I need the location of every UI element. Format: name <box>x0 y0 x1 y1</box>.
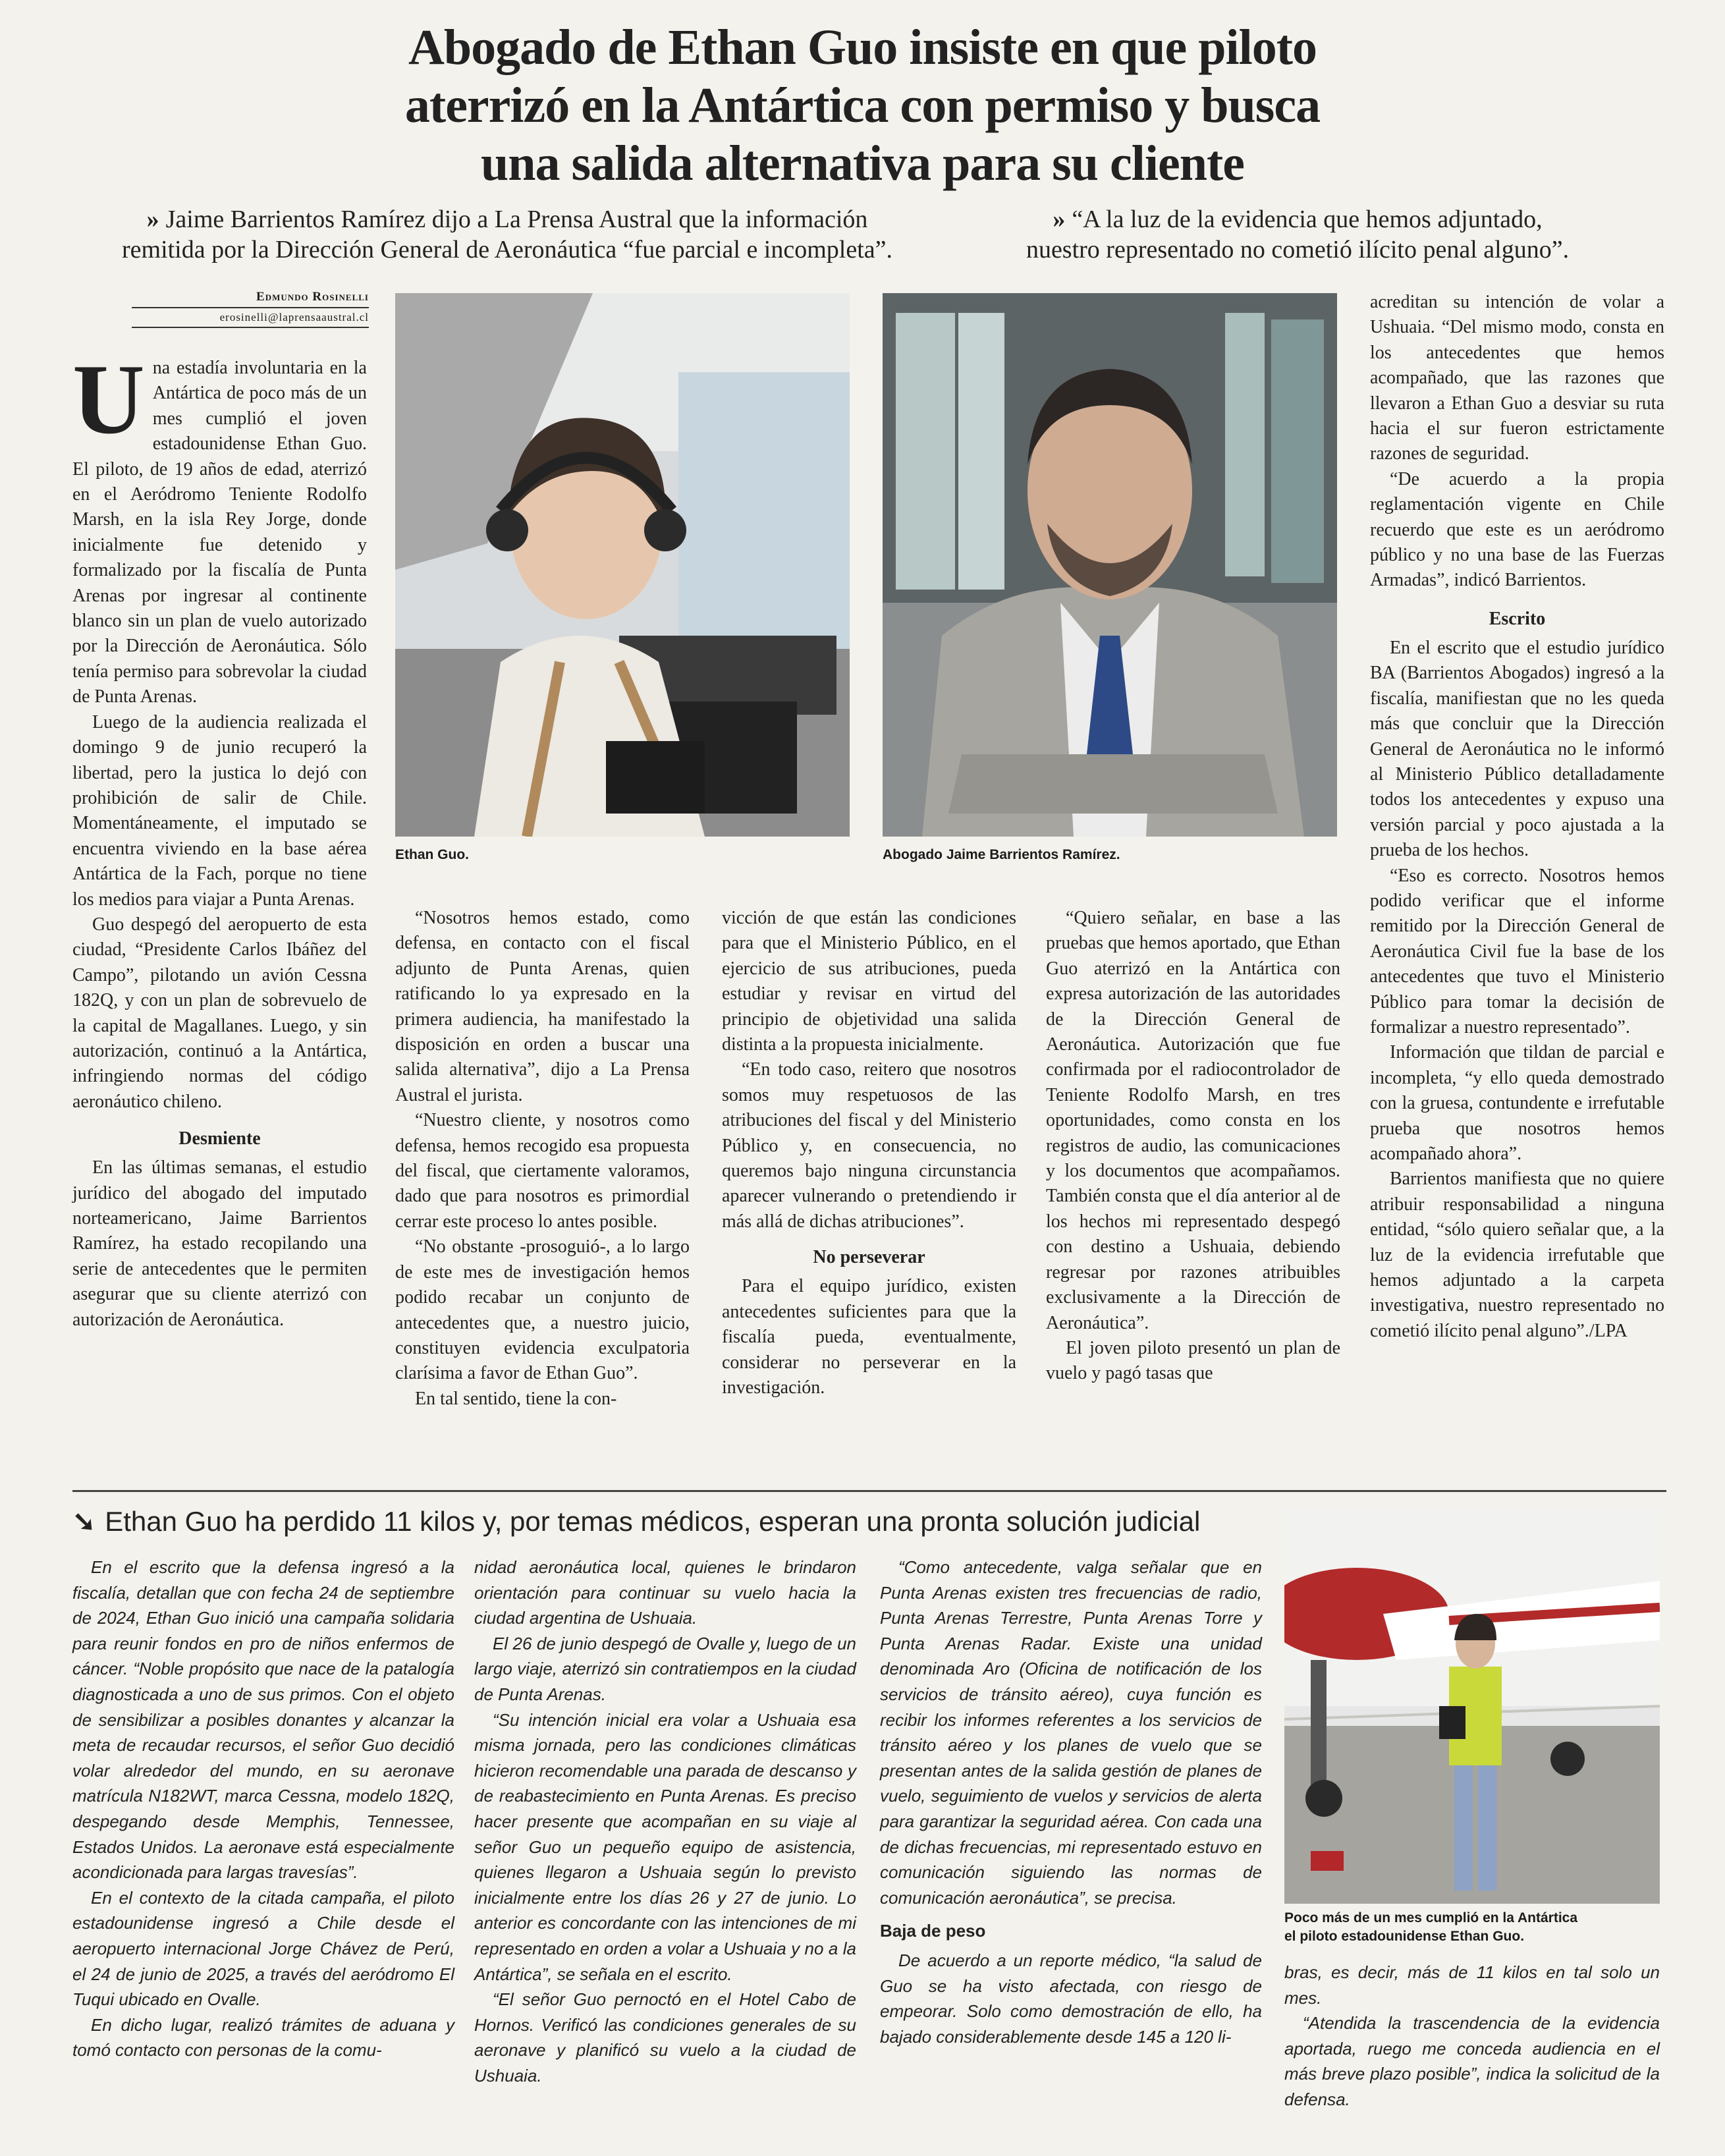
column-1 <box>72 344 367 1333</box>
box-paragraph: “Como antecedente, valga señalar que en Punta Arenas existen tres frecuencias de radio, Punta Arenas Terrestre, Punta Arenas Torre y Punta Arenas Radar. Existe una unidad denominada Aro (Oficina de notificación de los servicios de tránsito aéreo), cuya función es recibir los informes referentes a los servicios de tránsito aéreo y los planes de vuelo que se presentan antes de la salida gestión de planes de vuelo, seguimiento de vuelos y servicios de alerta para garantizar la seguridad aérea. Con cada una de dichas frecuencias, mi representado estuvo en comunicación siguiendo las normas de comunicación aeronáutica”, se precisa. <box>880 1557 1262 1908</box>
caption-photo-2: Abogado Jaime Barrientos Ramírez. <box>883 847 1120 862</box>
column-2-paragraph: “No obstante -prosoguió-, a lo largo de este mes de investigación hemos podido recabar un conjunto de antecedentes que, a nuestro juicio, constituyen evidencia exculpatoria clarísima a favor de Ethan Guo”. <box>395 1236 690 1384</box>
column-1-paragraph: Luego de la audiencia realizada el domingo 9 de junio recuperó la libertad, pero la justica lo dejó con prohibición de salir de Chile. Momentáneamente, el imputado se encuentra viviendo en la base aérea Antártica de la Fach, porque no tiene los medios para viajar a Punta Arenas. <box>72 711 367 910</box>
byline-name: Edmundo Rosinelli <box>256 290 369 304</box>
subheading-baja-de-peso: Baja de peso <box>880 1921 986 1941</box>
column-5 <box>1370 290 1664 1344</box>
box-column-3 <box>880 1555 1262 2049</box>
caption-photo-3 <box>1284 1909 1666 1946</box>
box-column-4 <box>1284 1960 1660 2113</box>
box-paragraph: bras, es decir, más de 11 kilos en tal solo un mes. <box>1284 1962 1660 2008</box>
headline <box>132 18 1593 192</box>
column-1-paragraph: Guo despegó del aeropuerto de esta ciudad, “Presidente Carlos Ibáñez del Campo”, pilotando un avión Cessna 182Q, y con un plan de sobrevuelo de la capital de Magallanes. Luego, y sin autorización, continuó a la Antártica, infringiendo normas del código aeronáutico chileno. <box>72 914 367 1112</box>
headline-line-2: aterrizó en la Antártica con permiso y busca <box>404 78 1321 133</box>
box-column-1 <box>72 1555 454 2063</box>
caption-photo-3-line-1: Poco más de un mes cumplió en la Antártica <box>1284 1910 1578 1925</box>
column-5-paragraph: Barrientos manifiesta que no quiere atribuir responsabilidad a ninguna entidad, “sólo quiero señalar que, a la luz de la evidencia irrefutable que hemos adjuntado a la carpeta investigativa, nuestro representado no cometió ilícito penal alguno”./LPA <box>1370 1169 1664 1341</box>
box-title-text: Ethan Guo ha perdido 11 kilos y, por temas médicos, esperan una pronta solución judicial <box>105 1506 1201 1537</box>
deck-left-line-2: remitida por la Dirección General de Aeronáutica “fue parcial e incompleta”. <box>121 236 893 263</box>
subheading-desmiente: Desmiente <box>178 1128 261 1149</box>
column-3-paragraph: “En todo caso, reitero que nosotros somos muy respetuosos de las atribuciones del fiscal y del Ministerio Público y, en consecuencia, no queremos bajo ninguna circunstancia aparecer vulnerando o pretendiendo ir más allá de dichas atribuciones”. <box>722 1059 1016 1232</box>
column-5-paragraph: “Eso es correcto. Nosotros hemos podido verificar que el informe remitido por la Dirección General de Aeronáutica Civil fue la base de los antecedentes que tuvo el Ministerio Público para tomar la decisión de formalizar a nuestro representado”. <box>1370 865 1664 1037</box>
box-paragraph: De acuerdo a un reporte médico, “la salud de Guo se ha visto afectada, con riesgo de empeorar. Solo como demostración de ello, ha bajado considerablemente desde 145 a 120 li- <box>880 1950 1262 2047</box>
photo-ethan-guo <box>395 293 850 837</box>
byline <box>132 290 369 331</box>
column-3-paragraph: vicción de que están las condiciones para que el Ministerio Público, en el ejercicio de sus atribuciones, pueda estudiar y revisar en virtud del principio de objetividad una salida distinta a la propuesta inicialmente. <box>722 908 1016 1055</box>
column-2 <box>395 906 690 1412</box>
column-1-paragraph: na estadía involuntaria en la Antártica de poco más de un mes cumplió el joven estadounidense Ethan Guo. El piloto, de 19 años de edad, aterrizó en el Aeródromo Teniente Rodolfo Marsh, en la isla Rey Jorge, donde inicialmente fue detenido y formalizado por la fiscalía de Punta Arenas por ingresar al continente blanco sin un plan de vuelo autorizado por la Dirección de Aeronáutica. Sólo tenía permiso para sobrevolar la ciudad de Punta Arenas. <box>72 358 367 707</box>
chevron-right-icon: » <box>146 206 159 233</box>
column-2-paragraph: “Nosotros hemos estado, como defensa, en contacto con el fiscal adjunto de Punta Arenas, quien ratificando lo ya expresado en la primera audiencia, ha manifestado la disposición en orden a buscar una salida alternativa”, dijo a La Prensa Austral el jurista. <box>395 908 690 1105</box>
arrow-down-right-icon: ➘ <box>72 1506 96 1537</box>
drop-cap: U <box>72 344 145 455</box>
photo-jaime-barrientos <box>883 293 1337 837</box>
box-paragraph: El 26 de junio despegó de Ovalle y, luego de un largo viaje, aterrizó sin contratiempos en la ciudad de Punta Arenas. <box>474 1633 856 1704</box>
column-3-paragraph: Para el equipo jurídico, existen antecedentes suficientes para que la fiscalía pueda, eventualmente, considerar no perseverar en la investigación. <box>722 1276 1016 1398</box>
column-1-paragraph: En las últimas semanas, el estudio jurídico del abogado del imputado norteamericano, Jaime Barrientos Ramírez, ha estado recopilando una serie de antecedentes que le permiten asegurar que su cliente aterrizó con autorización de Aeronáutica. <box>72 1157 367 1330</box>
caption-photo-3-line-2: el piloto estadounidense Ethan Guo. <box>1284 1929 1525 1944</box>
box-paragraph: En el escrito que la defensa ingresó a la fiscalía, detallan que con fecha 24 de septiembre de 2024, Ethan Guo inició una campaña solidaria para reunir fondos en pro de niños enfermos de cáncer. “Noble propósito que nace de la patalogía diagnosticada a uno de sus primos. Con el objeto de sensibilizar a posibles donantes y alcanzar la meta de recaudar recursos, el señor Guo decidió volar alrededor del mundo, en su aeronave matrícula N182WT, marca Cessna, modelo 182Q, despegando desde Memphis, Tennessee, Estados Unidos. La aeronave está especialmente acondicionada para largas travesías”. <box>72 1557 454 1883</box>
byline-rule <box>132 307 369 308</box>
box-paragraph: En dicho lugar, realizó trámites de aduana y tomó contacto con personas de la comu- <box>72 2014 454 2060</box>
box-title <box>72 1505 1271 1539</box>
column-4-paragraph: El joven piloto presentó un plan de vuelo y pagó tasas que <box>1046 1337 1340 1384</box>
box-column-2 <box>474 1555 856 2088</box>
deck-left-line-1: Jaime Barrientos Ramírez dijo a La Prensa Austral que la información <box>165 206 868 233</box>
photo-ethan-guo-plane <box>1284 1508 1660 1904</box>
column-4-paragraph: “Quiero señalar, en base a las pruebas que hemos aportado, que Ethan Guo aterrizó en la Antártica con expresa autorización de las autoridades de la Dirección General de Aeronáutica. Autorización que fue confirmada por el radiocontrolador de Teniente Rodolfo Marsh, en tres oportunidades, como consta en los registros de audio, las comunicaciones y los documentos que acompañamos. También consta que el día anterior al de los hechos mi representado despegó con destino a Ushuaia, debiendo regresar por razones atribuibles exclusivamente a la Dirección de Aeronáutica”. <box>1046 908 1340 1333</box>
byline-email: erosinelli@laprensaaustral.cl <box>219 311 369 323</box>
column-2-paragraph: “Nuestro cliente, y nosotros como defensa, hemos recogido esa propuesta del fiscal, que ciertamente valoramos, dado que para nosotros es primordial cerrar este proceso lo antes posible. <box>395 1110 690 1232</box>
column-4 <box>1046 906 1340 1387</box>
box-paragraph: “Atendida la trascendencia de la evidencia aportada, ruego me conceda audiencia en el más breve plazo posible”, indica la solicitud de la defensa. <box>1284 2013 1660 2109</box>
box-paragraph: “Su intención inicial era volar a Ushuaia esa misma jornada, pero las condiciones climáticas hicieron recomendable una parada de descanso y de reabastecimiento en Punta Arenas. Es preciso hacer presente que acompañan en su viaje al señor Guo un pequeño equipo de asistencia, quienes llegaron a Ushuaia según lo previsto inicialmente entre los días 26 y 27 de junio. Lo anterior es concordante con las intenciones de mi representado en orden a volar a Ushuaia y no a la Antártica”, se señala en el escrito. <box>474 1709 856 1984</box>
deck-right <box>968 204 1627 265</box>
caption-photo-1: Ethan Guo. <box>395 847 469 862</box>
headline-line-3: una salida alternativa para su cliente <box>480 136 1245 191</box>
headline-line-1: Abogado de Ethan Guo insiste en que piloto <box>408 20 1317 75</box>
box-paragraph: nidad aeronáutica local, quienes le brindaron orientación para continuar su vuelo hacia la ciudad argentina de Ushuaia. <box>474 1557 856 1628</box>
subheading-escrito: Escrito <box>1489 608 1546 629</box>
column-2-paragraph: En tal sentido, tiene la con- <box>415 1388 617 1409</box>
column-5-paragraph: acreditan su intención de volar a Ushuaia. “Del mismo modo, consta en los antecedentes que hemos acompañado, que las razones que llevaron a Ethan Guo a desviar su ruta hacia el sur fueron estrictamente razones de seguridad. <box>1370 292 1664 464</box>
byline-rule <box>132 327 369 328</box>
column-5-paragraph: Información que tildan de parcial e incompleta, “y ello queda demostrado con la gruesa, contundente e irrefutable prueba que nosotros hemos acompañado ahora”. <box>1370 1042 1664 1164</box>
subheading-no-perseverar: No perseverar <box>813 1247 925 1268</box>
box-paragraph: “El señor Guo pernoctó en el Hotel Cabo de Hornos. Verificó las condiciones generales de su aeronave y planificó su vuelo a la ciudad de Ushuaia. <box>474 1989 856 2086</box>
box-paragraph: En el contexto de la citada campaña, el piloto estadounidense ingresó a Chile desde el aeropuerto internacional Jorge Chávez de Perú, el 24 de junio de 2025, a través del aeródromo El Tuqui ubicado en Ovalle. <box>72 1887 454 2010</box>
chevron-right-icon: » <box>1053 206 1066 233</box>
column-5-paragraph: “De acuerdo a la propia reglamentación vigente en Chile recuerdo que este es un aeródromo público y no una base de las Fuerzas Armadas”, indicó Barrientos. <box>1370 468 1664 591</box>
column-3 <box>722 906 1016 1400</box>
column-5-paragraph: En el escrito que el estudio jurídico BA (Barrientos Abogados) ingresó a la fiscalía, manifiestan que no les queda más que concluir que la Dirección General de Aeronáutica no le informó al Ministerio Público detalladamente todos los antecedentes y expuso una versión parcial y poco ajustada a la prueba de los hechos. <box>1370 637 1664 861</box>
box-divider <box>72 1490 1666 1492</box>
deck-right-line-2: nuestro representado no cometió ilícito penal alguno”. <box>1026 236 1570 263</box>
deck-right-line-1: “A la luz de la evidencia que hemos adjuntado, <box>1072 206 1543 233</box>
deck-left <box>99 204 916 265</box>
